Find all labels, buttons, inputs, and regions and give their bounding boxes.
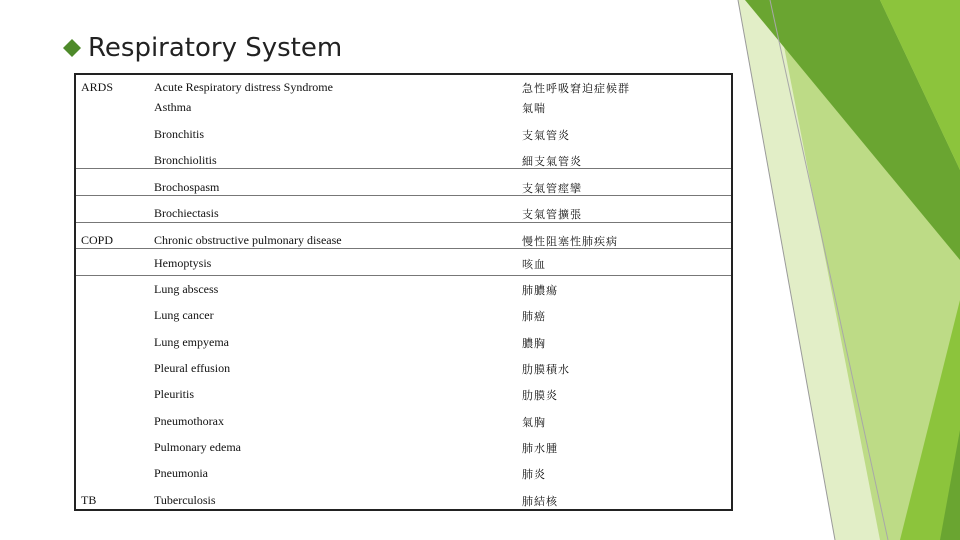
term-cell: Chronic obstructive pulmonary disease <box>154 233 342 247</box>
row-divider <box>76 195 731 196</box>
chinese-cell: 細支氣管炎 <box>522 155 582 168</box>
chinese-cell: 氣胸 <box>522 416 546 429</box>
chinese-cell: 支氣管炎 <box>522 129 570 142</box>
chinese-cell: 膿胸 <box>522 337 546 350</box>
term-cell: Brochiectasis <box>154 206 219 220</box>
chinese-cell: 肺水腫 <box>522 442 558 455</box>
chinese-cell: 氣喘 <box>522 102 546 115</box>
chinese-cell: 肺膿瘍 <box>522 284 558 297</box>
term-cell: Lung cancer <box>154 308 214 322</box>
row-divider <box>76 168 731 169</box>
group-cell: COPD <box>81 233 114 247</box>
group-cell: TB <box>81 493 97 507</box>
chinese-cell: 慢性阻塞性肺疾病 <box>522 235 618 248</box>
diamond-bullet-icon <box>62 38 82 58</box>
chinese-cell: 肋膜炎 <box>522 389 558 402</box>
row-divider <box>76 275 731 276</box>
term-cell: Pleuritis <box>154 387 195 401</box>
chinese-cell: 肺結核 <box>522 495 558 508</box>
term-cell: Pneumonia <box>154 466 208 480</box>
group-cell: ARDS <box>81 80 114 94</box>
term-cell: Bronchiolitis <box>154 153 217 167</box>
term-cell: Brochospasm <box>154 180 220 194</box>
chinese-cell: 肋膜積水 <box>522 363 570 376</box>
term-cell: Lung abscess <box>154 282 219 296</box>
chinese-cell: 咳血 <box>522 258 546 271</box>
row-divider <box>76 248 731 249</box>
term-cell: Lung empyema <box>154 335 229 349</box>
chinese-cell: 支氣管擴張 <box>522 208 582 221</box>
chinese-cell: 急性呼吸窘迫症候群 <box>522 82 630 95</box>
term-cell: Bronchitis <box>154 127 204 141</box>
chinese-cell: 支氣管痙攣 <box>522 182 582 195</box>
row-divider <box>76 222 731 223</box>
term-cell: Acute Respiratory distress Syndrome <box>154 80 333 94</box>
slide-title-text: Respiratory System <box>88 33 343 63</box>
term-cell: Pleural effusion <box>154 361 231 375</box>
term-cell: Hemoptysis <box>154 256 212 270</box>
term-cell: Pneumothorax <box>154 414 224 428</box>
chinese-cell: 肺癌 <box>522 310 546 323</box>
terminology-table <box>74 73 733 511</box>
slide-title <box>62 28 342 68</box>
term-cell: Asthma <box>154 100 192 114</box>
term-cell: Tuberculosis <box>154 493 216 507</box>
chinese-cell: 肺炎 <box>522 468 546 481</box>
term-cell: Pulmonary edema <box>154 440 241 454</box>
